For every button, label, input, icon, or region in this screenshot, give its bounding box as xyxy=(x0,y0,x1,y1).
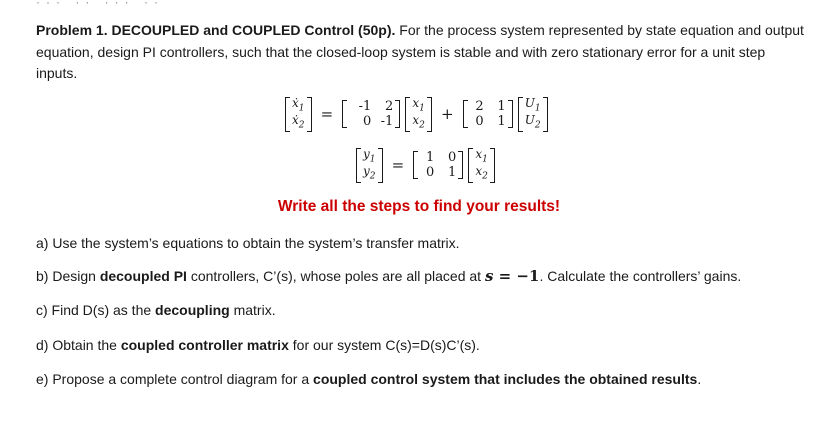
item-d: d) Obtain the coupled controller matrix for our system C(s)=D(s)C’(s). xyxy=(36,337,480,353)
state-vector: $x_1$ $x_2$ xyxy=(405,97,432,132)
problem-title: Problem 1. DECOUPLED and COUPLED Control (50p). xyxy=(36,22,396,38)
output-state-vector: $x_1$ $x_2$ xyxy=(468,148,495,183)
item-e: e) Propose a complete control diagram for a coupled control system that includes the obtained results. xyxy=(36,371,702,387)
item-a: a) Use the system’s equations to obtain the system’s transfer matrix. xyxy=(36,235,460,251)
matrix-a: -1 2 0 -1 xyxy=(342,100,400,128)
cropped-top-line: ··· ·· ··· ·· xyxy=(36,0,164,9)
emphasis-note: Write all the steps to find your results! xyxy=(277,198,561,215)
item-b: b) Design decoupled PI controllers, C’(s), whose poles are all placed at s = −1. Calculate the controllers’ gains. xyxy=(36,267,742,285)
state-equation: ẋ$_1$ ẋ$_2$ = -1 2 0 -1 $x_1$ $x_2$ + 2 1 0 1 $U_1$ $U_2$ xyxy=(285,97,548,132)
output-vector: $y_1$ $y_2$ xyxy=(356,148,383,183)
problem-intro xyxy=(36,20,806,85)
matrix-c: 1 0 0 1 xyxy=(413,151,463,179)
matrix-b: 2 1 0 1 xyxy=(463,100,513,128)
output-equation: $y_1$ $y_2$ = 1 0 0 1 $x_1$ $x_2$ xyxy=(356,148,495,183)
input-vector: $U_1$ $U_2$ xyxy=(518,97,548,132)
item-c: c) Find D(s) as the decoupling matrix. xyxy=(36,302,276,318)
problem-description: For the process system represented by state equation and output equation, design PI controllers, such that the closed-loop system is stable and with zero stationary error for a unit step inputs. xyxy=(36,22,804,81)
state-derivative-vector: ẋ$_1$ ẋ$_2$ xyxy=(285,97,312,132)
